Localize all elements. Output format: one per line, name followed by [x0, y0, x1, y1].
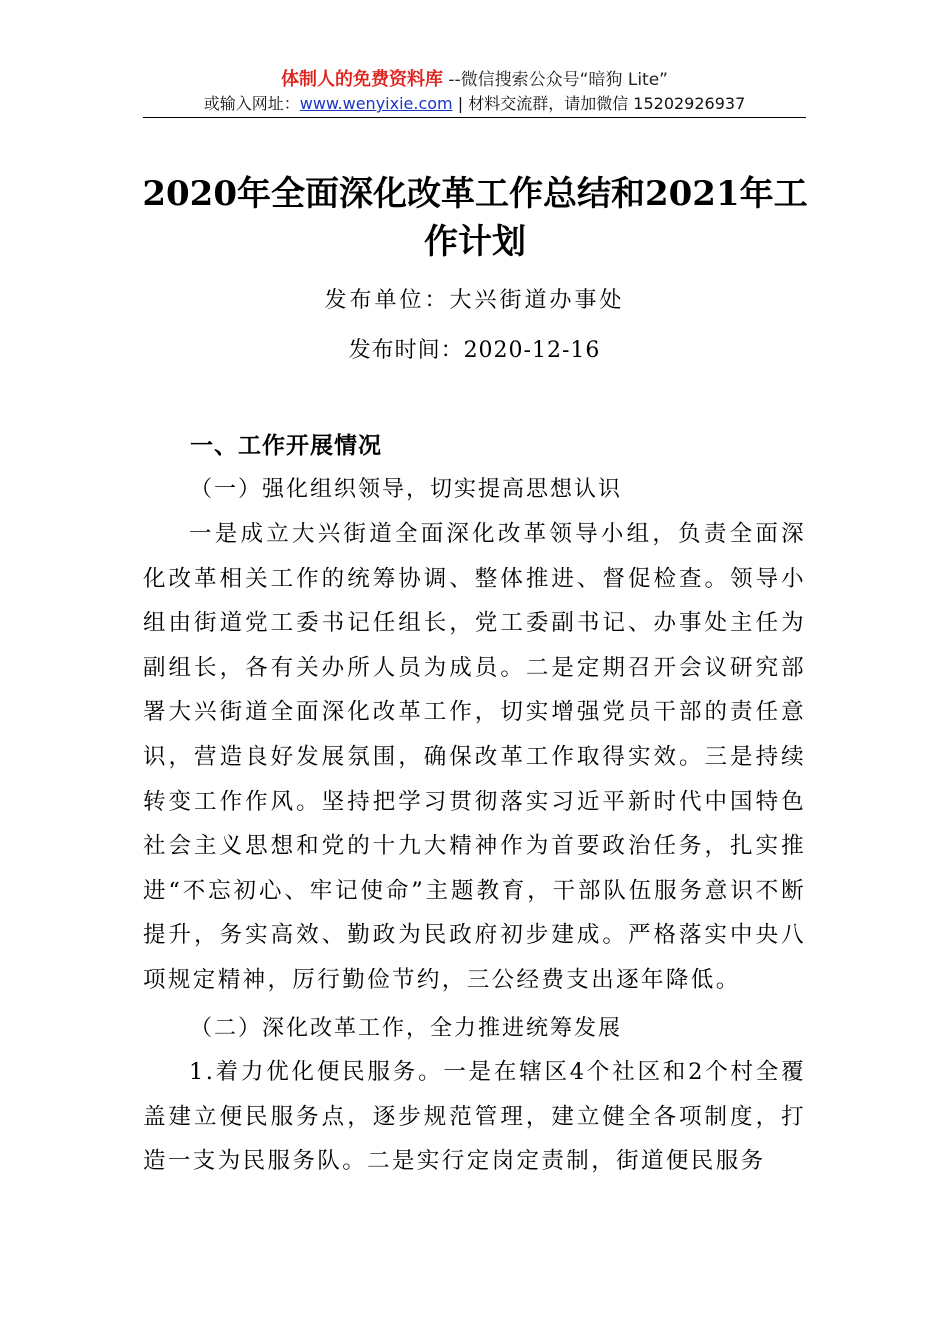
publisher-line: 发布单位：大兴街道办事处 [324, 288, 625, 313]
section-heading-1: 一、工作开展情况 [190, 433, 382, 459]
banner-url-link[interactable]: www.wenyixie.com [299, 94, 453, 113]
document-title: 2020年全面深化改革工作总结和2021年工作计划 [142, 174, 808, 262]
banner-line-2 [143, 92, 806, 116]
subsection-2-paragraph: 1.着力优化便民服务。一是在辖区4个社区和2个村全覆盖建立便民服务点，逐步规范管理，建立健全各项制度，打造一支为民服务队。二是实行定岗定责制，街道便民服务 [143, 1059, 806, 1175]
banner-url-prefix: 或输入网址： [203, 94, 300, 113]
banner-tagline: --微信搜索公众号“暗狗 Lite” [442, 70, 668, 90]
banner-brand: 体制人的免费资料库 [280, 69, 443, 90]
banner-line-1 [143, 68, 806, 92]
banner-contact: | 材料交流群，请加微信 15202926937 [452, 94, 746, 113]
subsection-heading-2: （二）深化改革工作，全力推进统筹发展 [190, 1016, 623, 1041]
subsection-1-paragraph: 一是成立大兴街道全面深化改革领导小组，负责全面深化改革相关工作的统筹协调、整体推进、督促检查。领导小组由街道党工委书记任组长，党工委副书记、办事处主任为副组长，各有关办所人员为成员。二是定期召开会议研究部署大兴街道全面深化改革工作，切实增强党员干部的责任意识，营造良好发展氛围，确保改革工作取得实效。三是持续转变工作作风。坚持把学习贯彻落实习近平新时代中国特色社会主义思想和党的十九大精神作为首要政治任务，扎实推进“不忘初心、牢记使命”主题教育，干部队伍服务意识不断提升，务实高效、勤政为民政府初步建成。严格落实中央八项规定精神，厉行勤俭节约，三公经费支出逐年降低。 [143, 521, 806, 993]
header-divider [143, 117, 806, 118]
publish-date-line: 发布时间：2020-12-16 [348, 338, 601, 363]
promo-banner [143, 68, 806, 116]
subsection-heading-1: （一）强化组织领导，切实提高思想认识 [190, 477, 623, 502]
